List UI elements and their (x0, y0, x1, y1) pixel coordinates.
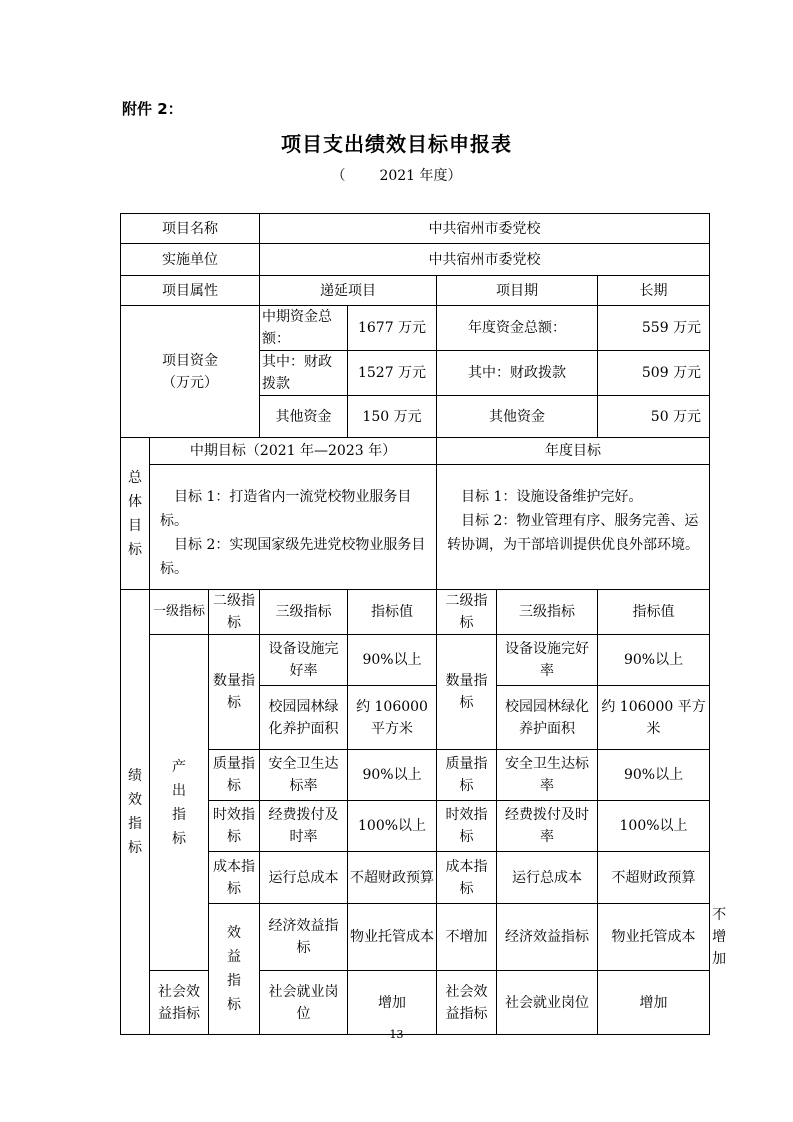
social-level3-annual: 社会就业岗位 (497, 971, 598, 1035)
qty1-value: 90%以上 (348, 635, 437, 686)
mid-goal-header: 中期目标（2021 年—2023 年） (150, 438, 437, 465)
project-period-value: 长期 (598, 276, 710, 306)
timeliness-indicator: 时效指标 (209, 801, 260, 852)
year-open-paren: （ (331, 168, 346, 184)
table-row: 效 益 指 标 经济效益指标 物业托管成本 不增加 经济效益指标 物业托管成本 不增加 (121, 904, 710, 971)
social-value: 增加 (348, 971, 437, 1035)
mid-other-value: 150 万元 (348, 396, 437, 438)
economic-level3: 物业托管成本 (348, 904, 437, 971)
mid-other-label: 其他资金 (260, 396, 348, 438)
mid-total-value: 1677 万元 (348, 306, 437, 351)
timeliness-indicator-annual: 时效指标 (437, 801, 497, 852)
social-value-annual: 增加 (598, 971, 710, 1035)
page-number: 13 (389, 1028, 404, 1041)
quality-value-annual: 90%以上 (598, 750, 710, 801)
table-row (121, 852, 710, 904)
mid-total-label: 中期资金总额： (260, 306, 348, 351)
header-level2: 二级指标 (209, 590, 260, 635)
economic-indicator: 经济效益指标 (260, 904, 348, 971)
cost-level3-annual: 运行总成本 (497, 852, 598, 904)
annual-goal-1: 目标 1：设施设备维护完好。 (461, 489, 643, 505)
cost-level3: 运行总成本 (260, 852, 348, 904)
quality-indicator: 质量指标 (209, 750, 260, 801)
attachment-label: 附件 2： (122, 100, 183, 118)
quantity-indicator-annual: 数量指标 (437, 635, 497, 750)
mid-fiscal-value: 1527 万元 (348, 351, 437, 396)
cost-value-annual: 不超财政预算 (598, 852, 710, 904)
annual-other-label: 其他资金 (437, 396, 598, 438)
mid-goal-2: 目标 2：实现国家级先进党校物业服务目标。 (160, 537, 426, 577)
performance-indicators-label: 绩 效 指 标 (121, 590, 150, 1035)
header-value: 指标值 (348, 590, 437, 635)
quality-level3: 安全卫生达标率 (260, 750, 348, 801)
cost-indicator: 成本指标 (209, 852, 260, 904)
qty2-level3: 校园园林绿化养护面积 (260, 686, 348, 750)
timeliness-level3-annual: 经费拨付及时率 (497, 801, 598, 852)
impl-unit-label: 实施单位 (121, 244, 260, 276)
impl-unit-value: 中共宿州市委党校 (260, 244, 710, 276)
annual-goals (437, 465, 710, 590)
cost-indicator-annual: 成本指标 (437, 852, 497, 904)
benefit-indicators-label: 效 益 指 标 (209, 904, 260, 1035)
quantity-indicator: 数量指标 (209, 635, 260, 750)
quality-value: 90%以上 (348, 750, 437, 801)
economic-indicator-annual: 经济效益指标 (497, 904, 598, 971)
qty2-value-annual: 约 106000 平方米 (598, 686, 710, 750)
annual-total-value: 559 万元 (598, 306, 710, 351)
social-level3: 社会就业岗位 (260, 971, 348, 1035)
header-level1: 一级指标 (150, 590, 209, 635)
annual-total-label: 年度资金总额： (437, 306, 598, 351)
output-indicators-label: 产 出 指 标 (150, 635, 209, 971)
table-row (121, 801, 710, 852)
funds-label-line1: 项目资金 (162, 352, 218, 369)
social-indicator-annual: 社会效益指标 (437, 971, 497, 1035)
funds-label-line2: （万元） (162, 374, 218, 391)
header-level2-annual: 二级指标 (437, 590, 497, 635)
project-funds-label (121, 306, 260, 438)
mid-goals (150, 465, 437, 590)
overall-goals-label: 总 体 目 标 (121, 438, 150, 590)
qty2-level3-annual: 校园园林绿化养护面积 (497, 686, 598, 750)
qty2-value: 约 106000 平方米 (348, 686, 437, 750)
project-attr-label: 项目属性 (121, 276, 260, 306)
header-level3-annual: 三级指标 (497, 590, 598, 635)
annual-fiscal-label: 其中：财政拨款 (437, 351, 598, 396)
quality-indicator-annual: 质量指标 (437, 750, 497, 801)
timeliness-value-annual: 100%以上 (598, 801, 710, 852)
page-title: 项目支出绩效目标申报表 (281, 132, 512, 156)
qty1-value-annual: 90%以上 (598, 635, 710, 686)
project-period-label: 项目期 (437, 276, 598, 306)
project-name-value: 中共宿州市委党校 (260, 214, 710, 244)
header-value-annual: 指标值 (598, 590, 710, 635)
performance-target-table (120, 213, 727, 1035)
annual-goal-2: 目标 2：物业管理有序、服务完善、运转协调，为干部培训提供优良外部环境。 (447, 513, 700, 553)
table-row (121, 750, 710, 801)
social-indicator: 社会效益指标 (150, 971, 209, 1035)
qty1-level3: 设备设施完好率 (260, 635, 348, 686)
project-attr-value: 递延项目 (260, 276, 437, 306)
economic-level3-annual: 物业托管成本 (598, 904, 710, 971)
table-row (121, 635, 710, 686)
year-line (0, 165, 793, 185)
timeliness-value: 100%以上 (348, 801, 437, 852)
cost-value: 不超财政预算 (348, 852, 437, 904)
quality-level3-annual: 安全卫生达标率 (497, 750, 598, 801)
year-label: 2021 年度） (379, 168, 462, 184)
mid-goal-1: 目标 1：打造省内一流党校物业服务目标。 (160, 489, 412, 529)
mid-fiscal-label: 其中：财政拨款 (260, 351, 348, 396)
economic-value: 不增加 (437, 904, 497, 971)
annual-goal-header: 年度目标 (437, 438, 710, 465)
header-level3: 三级指标 (260, 590, 348, 635)
annual-other-value: 50 万元 (598, 396, 710, 438)
project-name-label: 项目名称 (121, 214, 260, 244)
annual-fiscal-value: 509 万元 (598, 351, 710, 396)
qty1-level3-annual: 设备设施完好率 (497, 635, 598, 686)
timeliness-level3: 经费拨付及时率 (260, 801, 348, 852)
